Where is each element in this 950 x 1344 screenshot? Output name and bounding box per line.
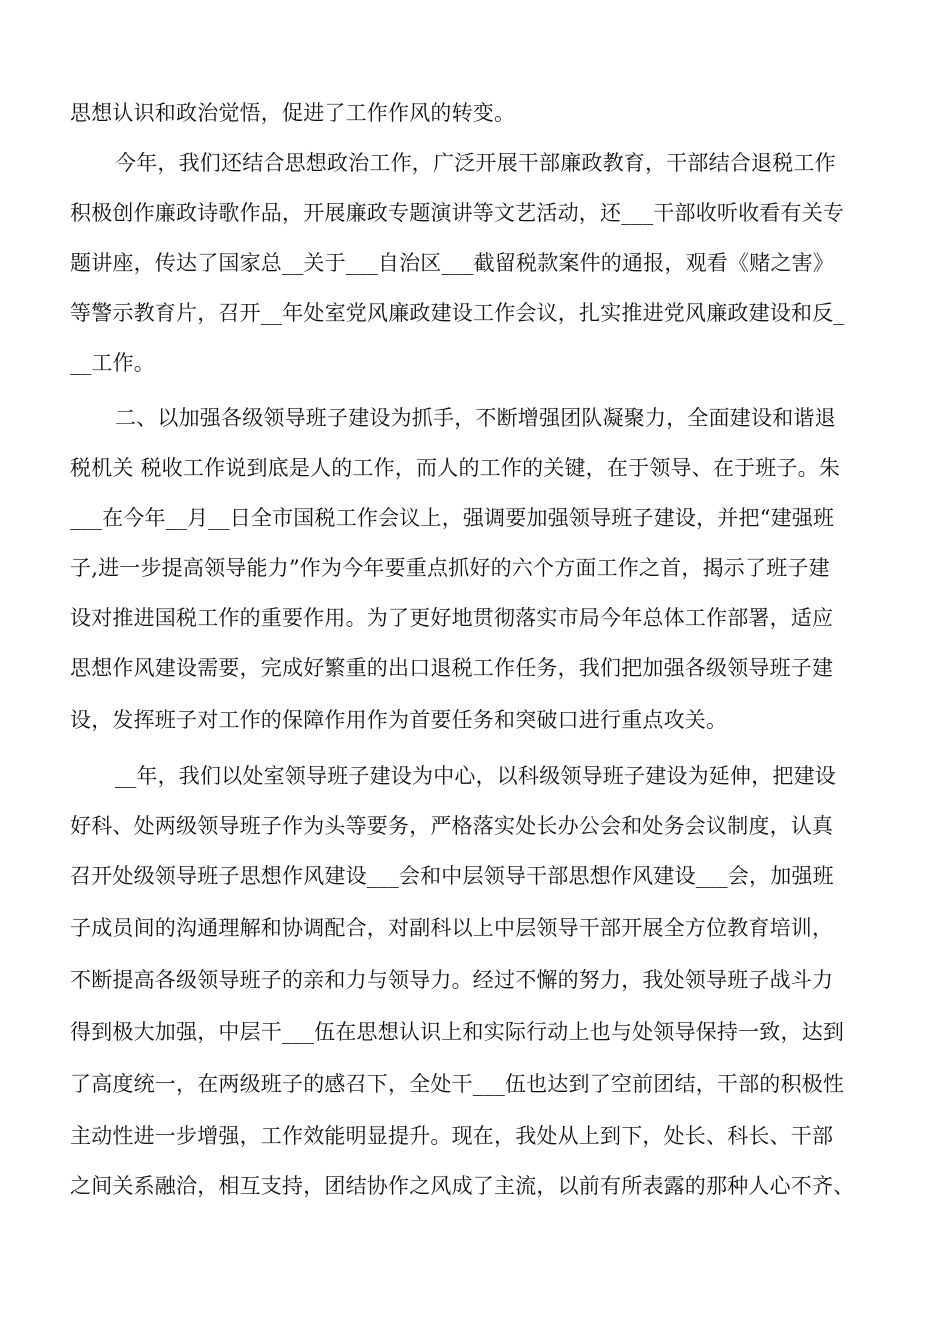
text-line: __年，我们以处室领导班子建设为中心，以科级领导班子建设为延伸，把建设 xyxy=(115,764,836,788)
text-line: 积极创作廉政诗歌作品，开展廉政专题演讲等文艺活动，还___干部收听收看有关专 xyxy=(70,201,845,225)
text-line: 税机关 税收工作说到底是人的工作，而人的工作的关键，在于领导、在于班子。朱 xyxy=(70,456,841,480)
text-line: 设，发挥班子对工作的保障作用作为首要任务和突破口进行重点攻关。 xyxy=(70,708,728,732)
text-line: 思想认识和政治觉悟，促进了工作作风的转变。 xyxy=(70,101,516,125)
text-line: 设对推进国税工作的重要作用。为了更好地贯彻落实市局今年总体工作部署，适应 xyxy=(70,606,834,630)
text-line: 主动性进一步增强，工作效能明显提升。现在，我处从上到下，处长、科长、干部 xyxy=(70,1124,834,1148)
text-line: 得到极大加强，中层干___伍在思想认识上和实际行动上也与处领导保持一致，达到 xyxy=(70,1020,845,1044)
text-line: 今年，我们还结合思想政治工作，广泛开展干部廉政教育，干部结合退税工作 xyxy=(115,151,836,175)
text-line: 子成员间的沟通理解和协调配合，对副科以上中层领导干部开展全方位教育培训， xyxy=(70,916,834,940)
text-line: 子,进一步提高领导能力”作为今年要重点抓好的六个方面工作之首，揭示了班子建 xyxy=(70,556,830,580)
text-line: 二、以加强各级领导班子建设为抓手，不断增强团队凝聚力，全面建设和谐退 xyxy=(115,406,836,430)
text-line: 了高度统一，在两级班子的感召下，全处干___伍也达到了空前团结，干部的积极性 xyxy=(70,1072,845,1096)
text-line: 思想作风建设需要，完成好繁重的出口退税工作任务，我们把加强各级领导班子建 xyxy=(70,656,834,680)
text-line: 之间关系融洽，相互支持，团结协作之风成了主流，以前有所表露的那种人心不齐、 xyxy=(70,1174,855,1198)
text-line: ___在今年__月__日全市国税工作会议上，强调要加强领导班子建设，并把“建强班 xyxy=(70,506,835,530)
text-line: 好科、处两级领导班子作为头等要务，严格落实处长办公会和处务会议制度，认真 xyxy=(70,814,834,838)
text-line: 召开处级领导班子思想作风建设___会和中层领导干部思想作风建设___会，加强班 xyxy=(70,864,834,888)
text-line: 等警示教育片，召开__年处室党风廉政建设工作会议，扎实推进党风廉政建设和反_ xyxy=(70,301,845,325)
text-line: 题讲座，传达了国家总__关于___自治区___截留税款案件的通报，观看《赌之害》 xyxy=(70,251,834,275)
text-line: 不断提高各级领导班子的亲和力与领导力。经过不懈的努力，我处领导班子战斗力 xyxy=(70,968,834,992)
text-line: __工作。 xyxy=(70,351,155,375)
